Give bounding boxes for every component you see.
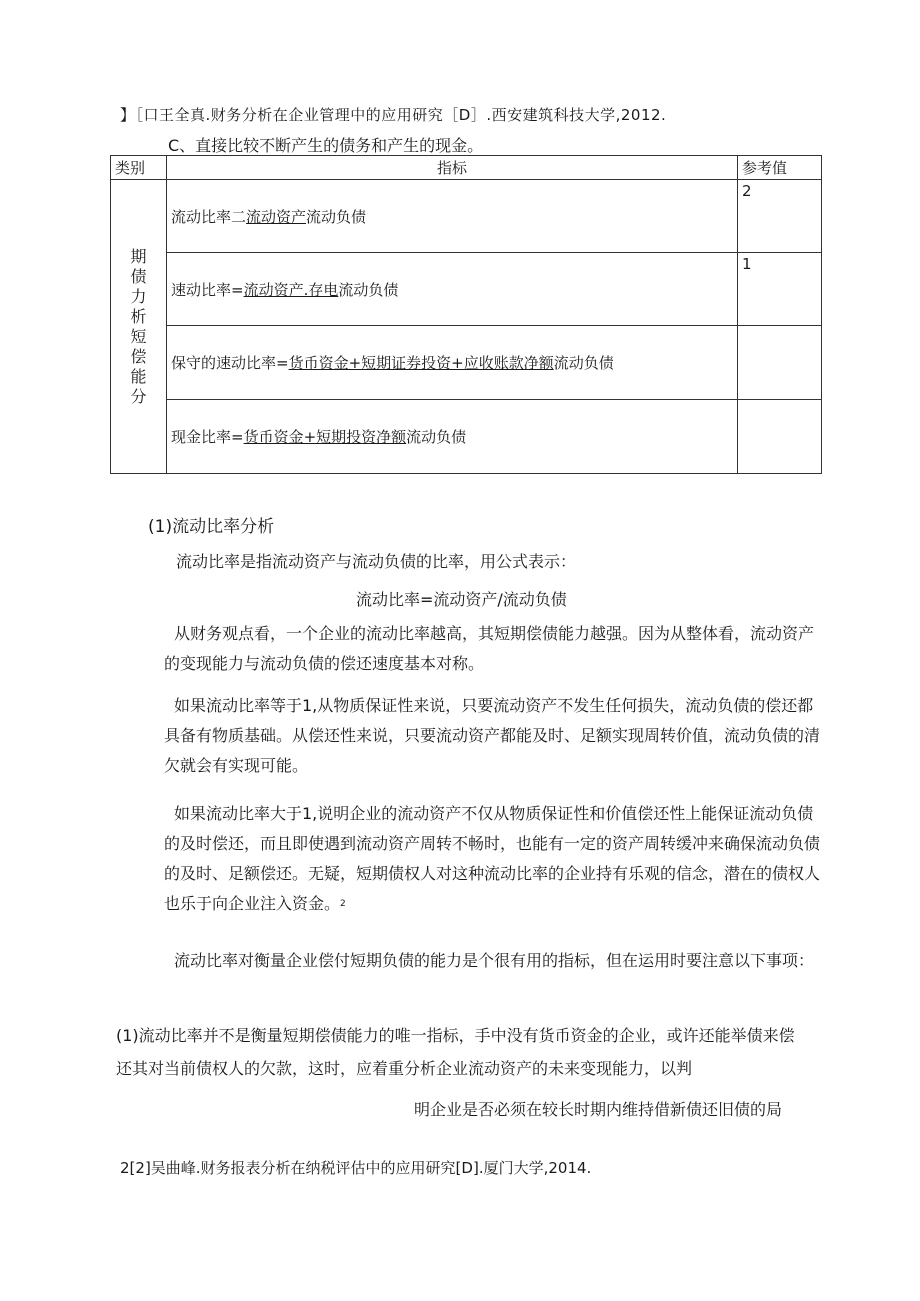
indicator-cell	[167, 180, 738, 253]
indicator-numerator: 货币资金+短期证券投资+应收账款净额	[288, 354, 554, 372]
paragraph-usage-notes: 流动比率对衡量企业偿付短期负债的能力是个很有用的指标，但在运用时要注意以下事项：	[174, 951, 815, 970]
list-item-1: (1)流动比率并不是衡量短期偿债能力的唯一指标，手中没有货币资金的企业，或许还能举债来偿还其对当前债权人的欠款，这时，应着重分析企业流动资产的未来变现能力，以判	[116, 1026, 795, 1078]
category-cell	[111, 180, 167, 474]
indicator-prefix: 速动比率=	[171, 280, 244, 299]
table-row	[111, 180, 822, 253]
indicator-denominator: 流动负债	[406, 428, 467, 446]
solvency-ratio-table	[110, 155, 822, 474]
footnote-citation: 2[2]吴曲峰.财务报表分析在纳税评估中的应用研究[D].厦门大学,2014.	[120, 1159, 592, 1177]
indicator-prefix: 保守的速动比率=	[171, 354, 289, 372]
indicator-cell	[167, 253, 738, 326]
table-row	[111, 326, 822, 400]
indicator-numerator: 货币资金+短期投资净额	[243, 428, 407, 446]
reference-citation-top: 】［口王全真.财务分析在企业管理中的应用研究［D］.西安建筑科技大学,2012.	[120, 106, 667, 124]
intro-line: C、直接比较不断产生的债务和产生的现金。	[168, 136, 484, 155]
category-label: 期债力析短偿能分	[130, 246, 147, 406]
paragraph-financial-view: 从财务观点看，一个企业的流动比率越高，其短期偿债能力越强。因为从整体看，流动资产的变现能力与流动负债的偿还速度基本对称。	[164, 624, 815, 673]
table-row	[111, 253, 822, 326]
header-category: 类别	[111, 156, 167, 180]
formula-line: 流动比率=流动资产/流动负债	[356, 590, 567, 609]
paragraph-ratio-above-one-text: 如果流动比率大于1,说明企业的流动资产不仅从物质保证性和价值偿还性上能保证流动负债的及时偿还，而且即使遇到流动资产周转不畅时，也能有一定的资产周转缓冲来确保流动负债的及时、足额偿还。无疑，短期债权人对这种流动比率的企业持有乐观的信念，潜在的债权人也乐于向企业注入资金。	[164, 804, 821, 913]
indicator-prefix: 现金比率=	[171, 428, 244, 446]
table-row	[111, 400, 822, 474]
paragraph-definition: 流动比率是指流动资产与流动负债的比率，用公式表示：	[176, 552, 577, 571]
indicator-denominator: 流动负债	[338, 280, 399, 299]
indicator-numerator: 流动资产	[246, 207, 307, 226]
header-indicator: 指标	[167, 156, 738, 180]
section-heading: (1)流动比率分析	[148, 517, 275, 537]
paragraph-ratio-equal-one: 如果流动比率等于1,从物质保证性来说，只要流动资产不发生任何损失，流动负债的偿还都具备有物质基础。从偿还性来说，只要流动资产都能及时、足额实现周转价值，流动负债的清欠就会有实现可能。	[164, 696, 821, 775]
indicator-prefix: 流动比率二	[171, 207, 247, 226]
indicator-numerator: 流动资产.存电	[243, 280, 339, 299]
header-reference: 参考值	[738, 156, 822, 180]
indicator-denominator: 流动负债	[553, 354, 614, 372]
footnote-marker: 2	[340, 899, 346, 909]
list-item-1-tail: 明企业是否必须在较长时期内维持借新债还旧债的局	[413, 1100, 782, 1119]
indicator-cell	[167, 400, 738, 474]
table-header-row	[111, 156, 822, 180]
indicator-cell	[167, 326, 738, 400]
reference-value	[738, 400, 822, 474]
paragraph-ratio-above-one	[164, 799, 822, 919]
reference-value: 2	[738, 180, 822, 253]
indicator-denominator: 流动负债	[306, 207, 367, 226]
reference-value	[738, 326, 822, 400]
reference-value: 1	[738, 253, 822, 326]
